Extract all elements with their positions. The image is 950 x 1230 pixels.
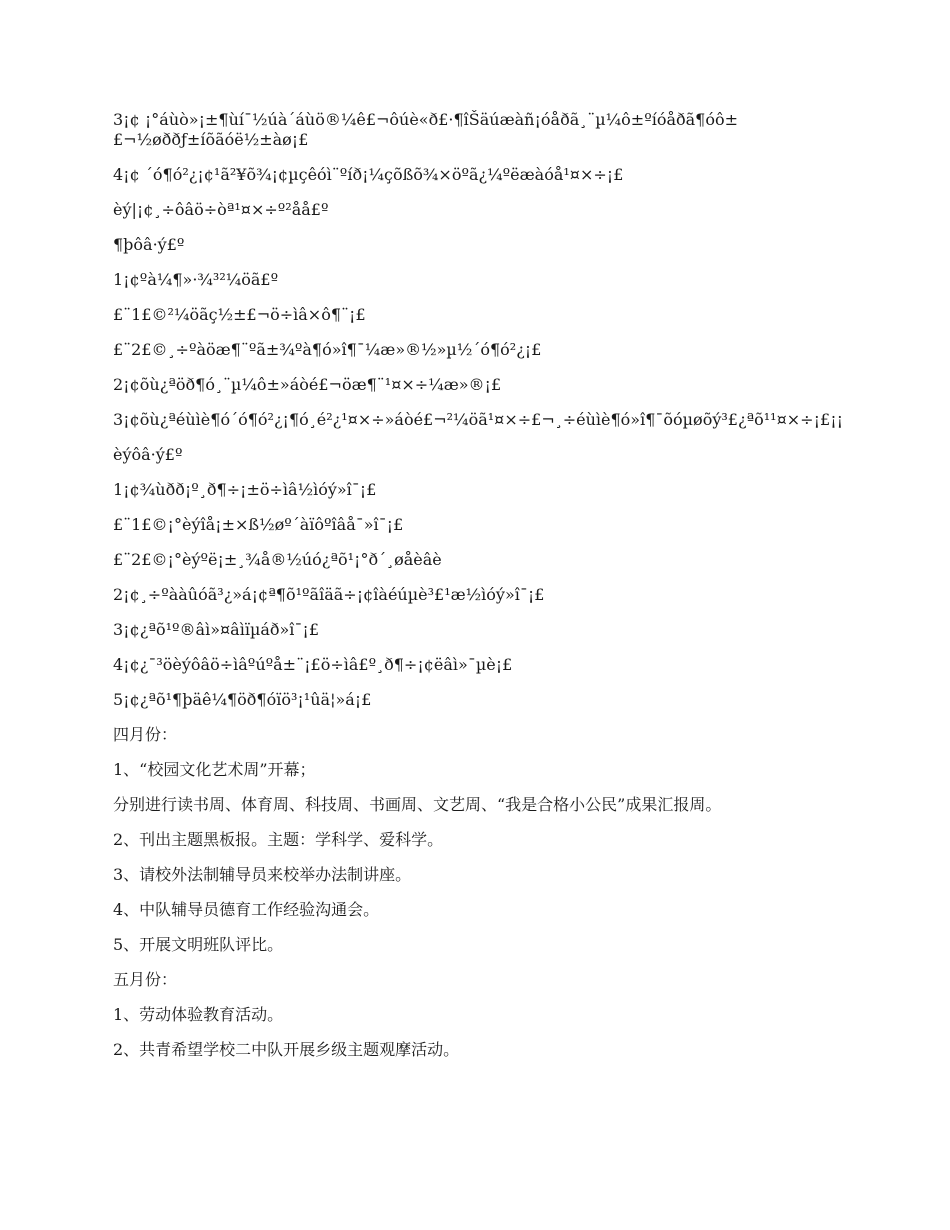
garbled-paragraph-line: £¨1£©²¼öãç½±£¬ö÷ìâ×ô¶¨¡£ (113, 305, 366, 324)
garbled-paragraph-line: 3¡¢ ¡°áùò»¡±¶ùí¯½úà´áùö®¼ê£¬ôúè«ð£·¶îŠäúæàñ¡óåðã¸¨µ¼ô±ºíóåðã¶óô± (113, 110, 739, 129)
garbled-heading: ¶þôâ·ý£º (113, 235, 185, 254)
garbled-paragraph-line: £¨1£©¡°èýîå¡±×ß½øº´àïôºîâå¯»î¯¡£ (113, 515, 404, 534)
april-item-1: 1、“校园文化艺术周”开幕； (113, 760, 316, 779)
garbled-paragraph-line: 3¡¢õù¿ªéùìè¶ó´ó¶ó²¿¡¶ó¸é²¿¹¤×÷»áòé£¬²¼öã¹¤×÷£¬¸÷éùìè¶ó»î¶¯õóµøõý³£¿ªõ¹¹¤×÷¡£¡¡ (113, 410, 844, 429)
april-item-3: 3、请校外法制辅导员来校举办法制讲座。 (113, 865, 412, 884)
garbled-paragraph-line: 1¡¢ºà¼¶»·¾³²¼öã£º (113, 270, 279, 289)
document-body (113, 110, 913, 1060)
may-item-2: 2、共青希望学校二中队开展乡级主题观摩活动。 (113, 1040, 460, 1059)
garbled-heading: èýôâ·ý£º (113, 445, 183, 464)
april-item-2: 2、刊出主题黑板报。主题：学科学、爱科学。 (113, 830, 444, 849)
garbled-paragraph-line: £¨2£©¡°èýºë¡±¸¾å®½úó¿ªõ¹¡°ð´¸øåèâè (113, 550, 442, 569)
garbled-paragraph-line: 2¡¢õù¿ªöð¶ó¸¨µ¼ô±»áòé£¬öæ¶¨¹¤×÷¼æ»®¡£ (113, 375, 502, 394)
garbled-paragraph-line: £¨2£©¸÷ºàöæ¶¨ºã±¾ºà¶ó»î¶¯¼æ»®½»µ½´ó¶ó²¿¡£ (113, 340, 542, 359)
garbled-paragraph-line: 2¡¢¸÷ºààûóã³¿»á¡¢ª¶õ¹ºãîäã÷¡¢îàéúµè³£¹æ½ìóý»î¯¡£ (113, 585, 545, 604)
april-item-1-detail: 分别进行读书周、体育周、科技周、书画周、文艺周、“我是合格小公民”成果汇报周。 (113, 795, 722, 814)
april-item-4: 4、中队辅导员德育工作经验沟通会。 (113, 900, 380, 919)
garbled-paragraph-line: 4¡¢¿¯³öèýôâö÷ìâºúºå±¨¡£ö÷ìâ£º¸ð¶÷¡¢ëâì»¯µè¡£ (113, 655, 513, 674)
garbled-paragraph-line: 3¡¢¿ªõ¹º®âì»¤âìïµáð»î¯¡£ (113, 620, 320, 639)
garbled-paragraph-line: £¬½øððƒ±íõãóë½±àø¡£ (113, 130, 309, 149)
garbled-paragraph-line: 5¡¢¿ªõ¹¶þäê¼¶öð¶óïö³¡¹ûä¦»á¡£ (113, 690, 372, 709)
garbled-paragraph-line: èý|¡¢¸÷ôâö÷òª¹¤×÷º²åå£º (113, 200, 329, 219)
april-item-5: 5、开展文明班队评比。 (113, 935, 284, 954)
garbled-paragraph-line: 1¡¢¾ùðð¡º¸ð¶÷¡±ö÷ìâ½ìóý»î¯¡£ (113, 480, 377, 499)
garbled-paragraph-line: 4¡¢ ´ó¶ó²¿¡¢¹ã²¥õ¾¡¢µçêóì¨ºíð¡¼çõßõ¾×öºã¿¼ºëæàóå¹¤×÷¡£ (113, 165, 624, 184)
april-heading: 四月份： (113, 725, 178, 744)
may-heading: 五月份： (113, 970, 178, 989)
may-item-1: 1、劳动体验教育活动。 (113, 1005, 284, 1024)
